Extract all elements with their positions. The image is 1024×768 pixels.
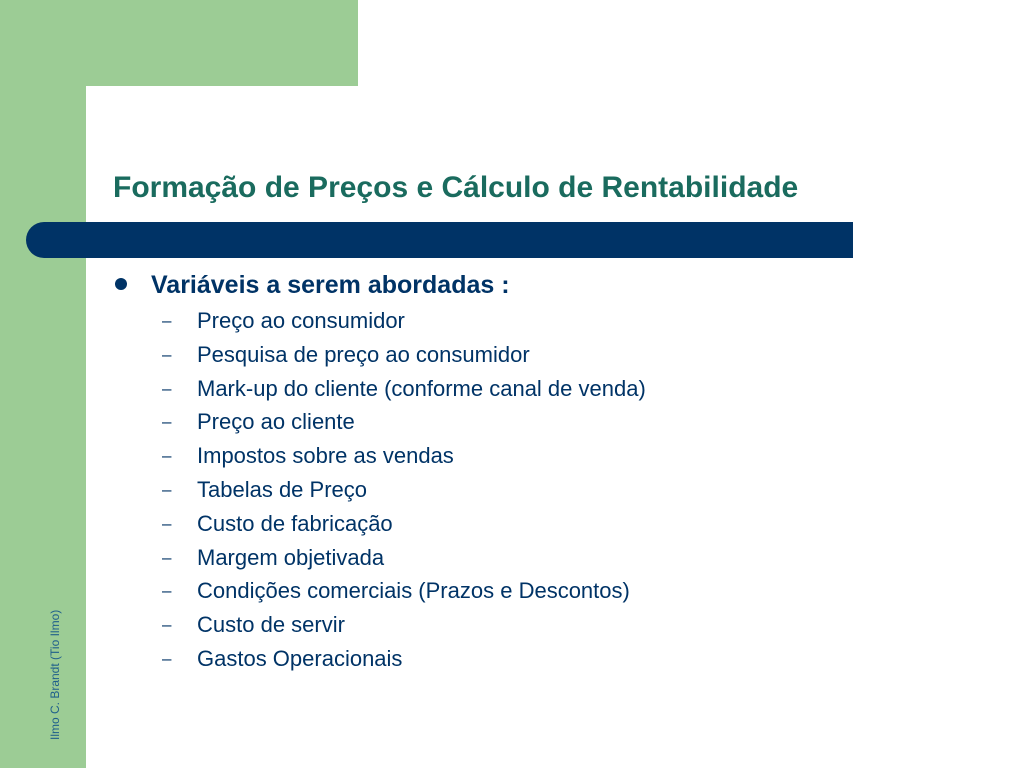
dash-icon: – [162, 412, 172, 432]
dash-icon: – [162, 615, 172, 635]
slide-title: Formação de Preços e Cálculo de Rentabilidade [113, 171, 799, 204]
bullet-item [113, 268, 873, 304]
sub-bullet-text: Mark-up do cliente (conforme canal de venda) [197, 375, 646, 401]
sub-bullet-text: Impostos sobre as vendas [197, 443, 454, 469]
sub-bullet-list [113, 304, 873, 676]
bullet-text: Variáveis a serem abordadas : [151, 271, 510, 299]
bullet-dot-icon [115, 278, 127, 290]
sub-bullet-item [113, 608, 873, 642]
sub-bullet-text: Margem objetivada [197, 544, 385, 570]
sub-bullet-item [113, 541, 873, 575]
sub-bullet-text: Custo de servir [197, 612, 345, 638]
dash-icon: – [162, 311, 172, 330]
green-sidebar-decoration [0, 0, 86, 768]
sub-bullet-text: Custo de fabricação [197, 510, 393, 536]
green-top-decoration [0, 0, 358, 86]
sub-bullet-item [113, 642, 873, 676]
sub-bullet-text: Preço ao consumidor [197, 308, 405, 333]
dash-icon: – [162, 513, 172, 533]
sub-bullet-text: Pesquisa de preço ao consumidor [197, 341, 530, 367]
sub-bullet-item [113, 372, 873, 406]
sub-bullet-text: Condições comerciais (Prazos e Descontos) [197, 578, 630, 604]
dash-icon: – [162, 479, 172, 499]
dash-icon: – [162, 581, 172, 601]
sub-bullet-item [113, 304, 873, 338]
sub-bullet-item [113, 507, 873, 541]
sub-bullet-item [113, 439, 873, 473]
dash-icon: – [162, 446, 172, 466]
sub-bullet-item [113, 405, 873, 439]
dash-icon: – [162, 648, 172, 668]
title-underline-bar [26, 222, 853, 258]
dash-icon: – [162, 378, 172, 398]
sub-bullet-item [113, 574, 873, 608]
sub-bullet-item [113, 338, 873, 372]
sub-bullet-text: Tabelas de Preço [197, 476, 367, 502]
slide-content [113, 268, 873, 676]
dash-icon: – [162, 344, 172, 364]
sub-bullet-text: Preço ao cliente [197, 409, 355, 435]
sub-bullet-item [113, 473, 873, 507]
sub-bullet-text: Gastos Operacionais [197, 645, 403, 671]
author-credit: Ilmo C. Brandt (Tio Ilmo) [48, 609, 62, 740]
dash-icon: – [162, 547, 172, 567]
